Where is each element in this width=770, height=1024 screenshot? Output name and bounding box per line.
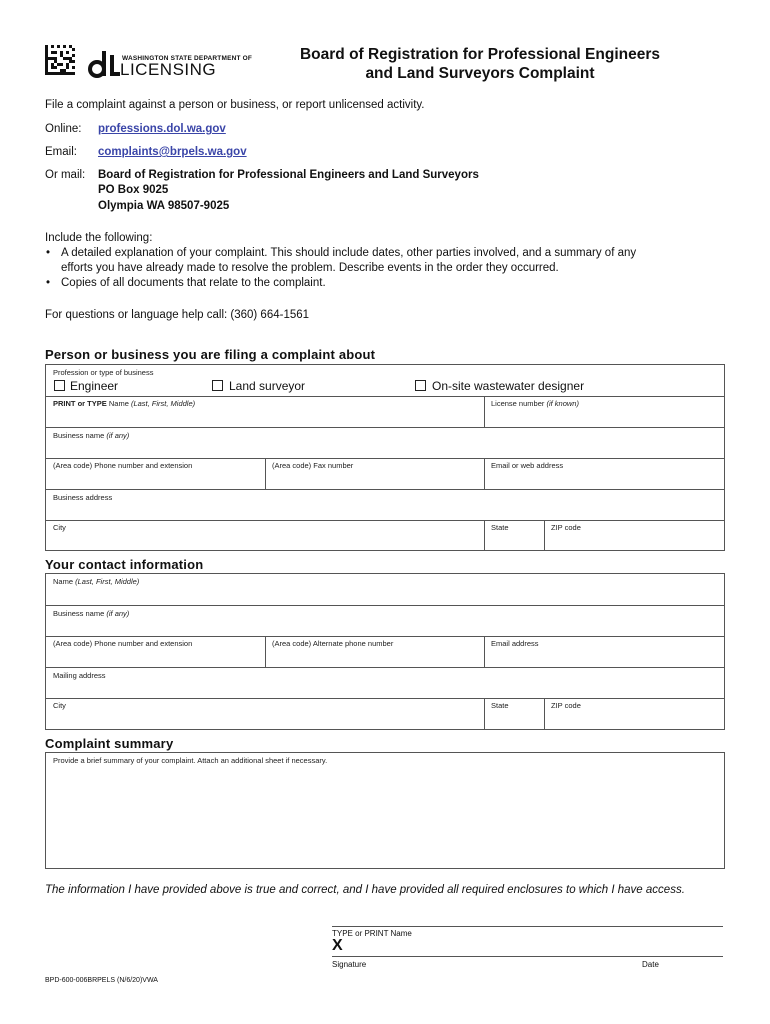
bullet-1-line-1: A detailed explanation of your complaint. This should include dates, other parties involved, and a summary of any (61, 247, 637, 259)
contact-zip-label: ZIP code (551, 701, 581, 710)
contact-business-name-label: Business name (if any) (53, 609, 130, 618)
profession-label: Profession or type of business (53, 368, 154, 377)
subject-web-field[interactable] (484, 458, 724, 489)
wastewater-designer-checkbox[interactable] (415, 380, 426, 391)
subject-fax-field[interactable] (265, 458, 485, 489)
subject-web-label: Email or web address (491, 461, 564, 470)
subject-zip-label: ZIP code (551, 523, 581, 532)
contact-phone-field[interactable] (46, 636, 265, 667)
barcode-icon (45, 44, 75, 76)
title-line-2: and Land Surveyors Complaint (365, 65, 595, 82)
bullet-1-marker: • (46, 247, 51, 259)
subject-phone-label: (Area code) Phone number and extension (53, 461, 193, 470)
subject-zip-field[interactable] (544, 520, 724, 550)
contact-city-field[interactable] (46, 698, 485, 729)
online-label: Online: (45, 123, 82, 135)
contact-zip-field[interactable] (544, 698, 724, 729)
subject-name-label: PRINT or TYPE Name (Last, First, Middle) (53, 399, 196, 408)
email-link[interactable]: complaints@brpels.wa.gov (98, 146, 247, 158)
date-label: Date (642, 960, 659, 969)
contact-business-name-field[interactable] (46, 605, 724, 636)
email-label: Email: (45, 146, 77, 158)
subject-business-name-label: Business name (if any) (53, 431, 130, 440)
complaint-summary-label: Provide a brief summary of your complaint. Attach an additional sheet if necessary. (53, 756, 328, 765)
complaint-summary-field[interactable] (45, 752, 725, 869)
contact-email-field[interactable] (484, 636, 724, 667)
bullet-2: Copies of all documents that relate to the complaint. (61, 277, 326, 289)
attestation-text: The information I have provided above is true and correct, and I have provided all required enclosures to which I have access. (45, 884, 685, 896)
form-id: BPD-600-006BRPELS (N/6/20)VWA (45, 977, 158, 984)
title-line-1: Board of Registration for Professional Engineers (299, 46, 660, 63)
contact-alt-phone-field[interactable] (265, 636, 485, 667)
contact-email-label: Email address (491, 639, 539, 648)
contact-name-label: Name (Last, First, Middle) (53, 577, 140, 586)
subject-fax-label: (Area code) Fax number (272, 461, 354, 470)
subject-business-address-label: Business address (53, 493, 113, 502)
logo-wordmark: LICENSING (120, 60, 217, 79)
subject-business-address-field[interactable] (46, 489, 724, 520)
mail-line-2: PO Box 9025 (98, 184, 169, 196)
contact-state-field[interactable] (484, 698, 545, 729)
complaint-about-box (45, 364, 725, 551)
help-line: For questions or language help call: (360) 664-1561 (45, 309, 310, 321)
subject-phone-field[interactable] (46, 458, 265, 489)
section-contact-heading: Your contact information (45, 557, 204, 572)
include-heading: Include the following: (45, 232, 153, 244)
mail-line-3: Olympia WA 98507-9025 (98, 200, 230, 212)
subject-city-field[interactable] (46, 520, 485, 550)
license-number-label: License number (if known) (491, 399, 579, 408)
subject-city-label: City (53, 523, 66, 532)
land-surveyor-option-label: Land surveyor (229, 379, 306, 393)
license-number-field[interactable] (484, 396, 724, 427)
engineer-option-label: Engineer (70, 379, 119, 393)
bullet-1-line-2: efforts you have already made to resolve the problem. Describe events in the order they occurred. (61, 262, 559, 274)
subject-state-field[interactable] (484, 520, 545, 550)
contact-mailing-address-label: Mailing address (53, 671, 106, 680)
mail-line-1: Board of Registration for Professional Engineers and Land Surveyors (98, 169, 479, 181)
print-name-label: TYPE or PRINT Name (332, 929, 412, 938)
contact-mailing-address-field[interactable] (46, 667, 724, 698)
subject-business-name-field[interactable] (46, 427, 724, 458)
contact-name-field[interactable] (46, 574, 724, 605)
dol-logo-icon (88, 47, 124, 79)
intro-lead: File a complaint against a person or business, or report unlicensed activity. (45, 99, 425, 111)
bullet-2-marker: • (46, 277, 51, 289)
section-complaint-about-heading: Person or business you are filing a complaint about (45, 347, 376, 362)
engineer-checkbox[interactable] (54, 380, 65, 391)
signature-label: Signature (332, 960, 367, 969)
subject-state-label: State (491, 523, 509, 532)
print-name-line (332, 926, 723, 927)
signature-x-mark: X (332, 937, 343, 954)
page-title (245, 45, 715, 83)
contact-alt-phone-label: (Area code) Alternate phone number (272, 639, 394, 648)
signature-line (332, 956, 723, 957)
logo-agency-name: WASHINGTON STATE DEPARTMENT OF (122, 55, 253, 62)
print-name-field[interactable] (332, 937, 722, 955)
land-surveyor-checkbox[interactable] (212, 380, 223, 391)
section-summary-heading: Complaint summary (45, 736, 174, 751)
mail-label: Or mail: (45, 169, 86, 181)
contact-phone-label: (Area code) Phone number and extension (53, 639, 193, 648)
online-link[interactable]: professions.dol.wa.gov (98, 123, 226, 135)
contact-info-box (45, 573, 725, 730)
contact-city-label: City (53, 701, 66, 710)
wastewater-designer-option-label: On-site wastewater designer (432, 379, 585, 393)
subject-name-field[interactable] (46, 396, 485, 427)
contact-state-label: State (491, 701, 509, 710)
